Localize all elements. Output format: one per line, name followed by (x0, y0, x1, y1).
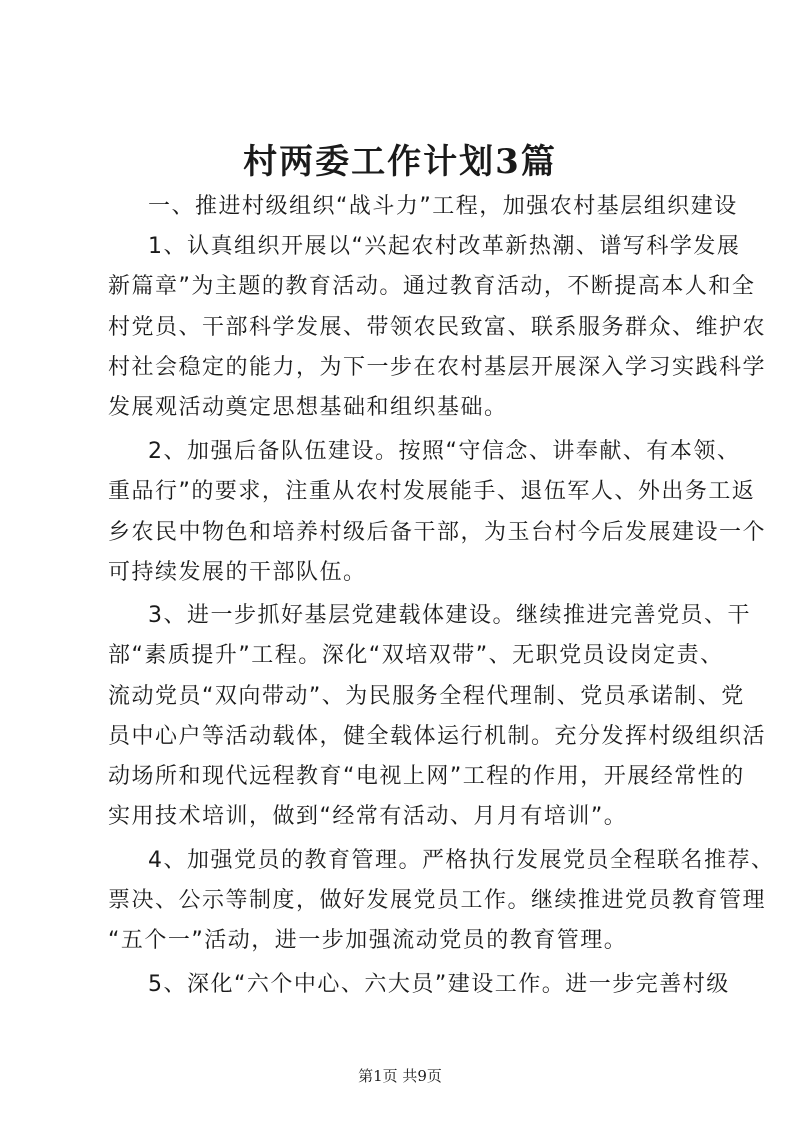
text-line: 重品行”的要求，注重从农村发展能手、退伍军人、外出务工返 (108, 479, 756, 504)
text-line: 动场所和现代远程教育“电视上网”工程的作用，开展经常性的 (108, 764, 745, 789)
text-line: 员中心户等活动载体，健全载体运行机制。充分发挥村级组织活 (108, 724, 767, 749)
text-line: 发展观活动奠定思想基础和组织基础。 (108, 395, 508, 420)
text-line: 3、进一步抓好基层党建载体建设。继续推进完善党员、干 (148, 603, 751, 628)
text-line: 新篇章”为主题的教育活动。通过教育活动，不断提高本人和全 (108, 274, 756, 299)
page-footer: 第1页 共9页 (358, 1067, 442, 1085)
text-line: 2、加强后备队伍建设。按照“守信念、讲奉献、有本领、 (148, 439, 741, 464)
page-title: 村两委工作计划3篇 (243, 142, 557, 182)
text-line: 4、加强党员的教育管理。严格执行发展党员全程联名推荐、 (148, 848, 775, 873)
text-line: 村党员、干部科学发展、带领农民致富、联系服务群众、维护农 (108, 315, 767, 340)
text-line: 可持续发展的干部队伍。 (108, 560, 367, 585)
text-line: 一、推进村级组织“战斗力”工程，加强农村基层组织建设 (148, 194, 738, 219)
text-line: 乡农民中物色和培养村级后备干部，为玉台村今后发展建设一个 (108, 520, 767, 545)
text-line: 村社会稳定的能力，为下一步在农村基层开展深入学习实践科学 (108, 355, 767, 380)
text-line: 5、深化“六个中心、六大员”建设工作。进一步完善村级 (148, 972, 730, 997)
text-line: 部“素质提升”工程。深化“双培双带”、无职党员设岗定责、 (108, 643, 724, 668)
text-line: 实用技术培训，做到“经常有活动、月月有培训”。 (108, 804, 628, 829)
text-line: “五个一”活动，进一步加强流动党员的教育管理。 (108, 928, 628, 953)
text-line: 1、认真组织开展以“兴起农村改革新热潮、谱写科学发展 (148, 234, 741, 259)
text-line: 流动党员“双向带动”、为民服务全程代理制、党员承诺制、党 (108, 684, 745, 709)
text-line: 票决、公示等制度，做好发展党员工作。继续推进党员教育管理 (108, 888, 767, 913)
